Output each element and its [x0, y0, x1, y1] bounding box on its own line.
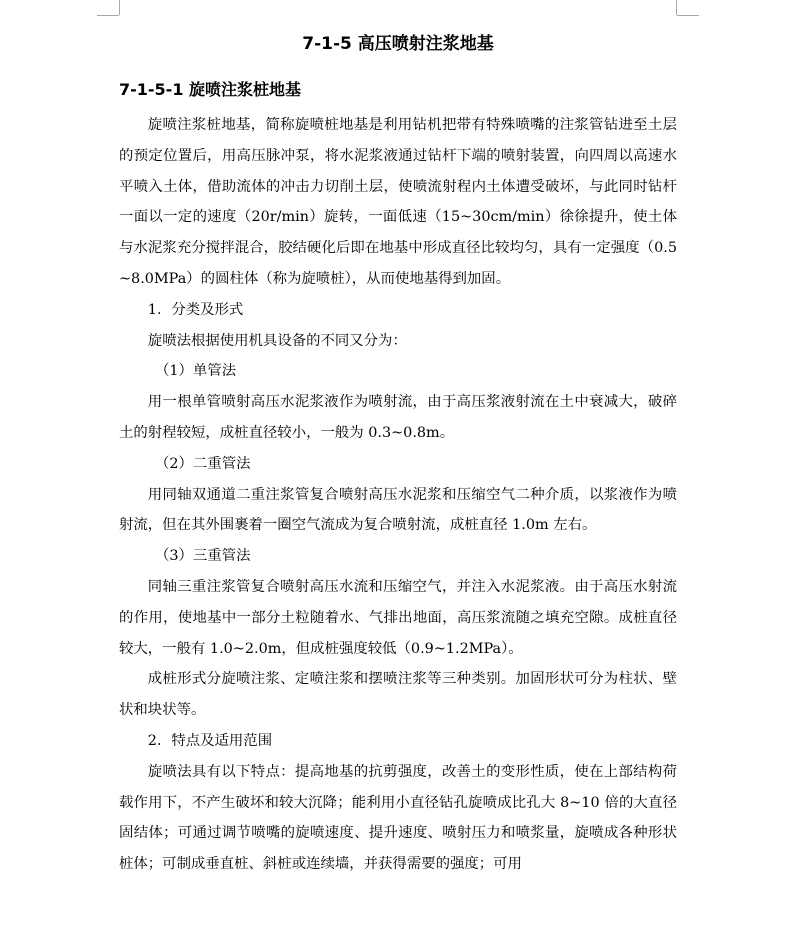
body-paragraph: 2．特点及适用范围	[147, 732, 273, 749]
body-paragraph: 同轴三重注浆管复合喷射高压水流和压缩空气，并注入水泥浆液。由于高压水射流的作用，使地基中一部分土粒随着水、气排出地面，高压浆流随之填充空隙。成桩直径较大，一般有 1.0~2.0m，但成桩强度较低（0.9~1.2MPa）。	[119, 578, 677, 657]
document-title: 7-1-5 高压喷射注浆地基	[302, 34, 494, 54]
paragraph-list	[119, 110, 677, 880]
margin-mark-top-right-h	[677, 15, 699, 16]
margin-mark-top-left-h	[97, 15, 119, 16]
margin-mark-top-left	[119, 0, 120, 15]
document-body	[119, 28, 677, 880]
subheading-paragraph: （2）二重管法	[155, 455, 251, 472]
body-paragraph: 用同轴双通道二重注浆管复合喷射高压水泥浆和压缩空气二种介质，以浆液作为喷射流，但在其外围裹着一圈空气流成为复合喷射流，成桩直径 1.0m 左右。	[119, 486, 677, 534]
body-paragraph: 1．分类及形式	[147, 301, 244, 318]
body-paragraph: 用一根单管喷射高压水泥浆液作为喷射流，由于高压浆液射流在土中衰减大，破碎土的射程较短，成桩直径较小，一般为 0.3~0.8m。	[119, 394, 677, 441]
body-paragraph: 旋喷法具有以下特点：提高地基的抗剪强度，改善土的变形性质，使在上部结构荷载作用下，不产生破坏和较大沉降；能利用小直径钻孔旋喷成比孔大 8~10 倍的大直径固结体；可通过调节喷嘴的旋喷速度、提升速度、喷射压力和喷浆量，旋喷成各种形状桩体；可制成垂直桩、斜桩或连续墙，并获得需要的强度；可用	[119, 763, 677, 873]
margin-mark-top-right	[676, 0, 677, 15]
body-paragraph: 旋喷注浆桩地基，简称旋喷桩地基是利用钻机把带有特殊喷嘴的注浆管钻进至土层的预定位置后，用高压脉冲泵，将水泥浆液通过钻杆下端的喷射装置，向四周以高速水平喷入土体，借助流体的冲击力切削土层，使喷流射程内土体遭受破坏，与此同时钻杆一面以一定的速度（20r/min）旋转，一面低速（15~30cm/min）徐徐提升，使土体与水泥浆充分搅拌混合，胶结硬化后即在地基中形成直径比较均匀，具有一定强度（0.5~8.0MPa）的圆柱体（称为旋喷桩），从而使地基得到加固。	[119, 117, 677, 287]
section-heading: 7-1-5-1 旋喷注浆桩地基	[119, 80, 302, 99]
body-paragraph: 旋喷法根据使用机具设备的不同又分为：	[147, 332, 407, 349]
subheading-paragraph: （3）三重管法	[155, 548, 251, 565]
subheading-paragraph: （1）单管法	[155, 363, 237, 380]
body-paragraph: 成桩形式分旋喷注浆、定喷注浆和摆喷注浆等三种类别。加固形状可分为柱状、壁状和块状等。	[119, 671, 677, 719]
